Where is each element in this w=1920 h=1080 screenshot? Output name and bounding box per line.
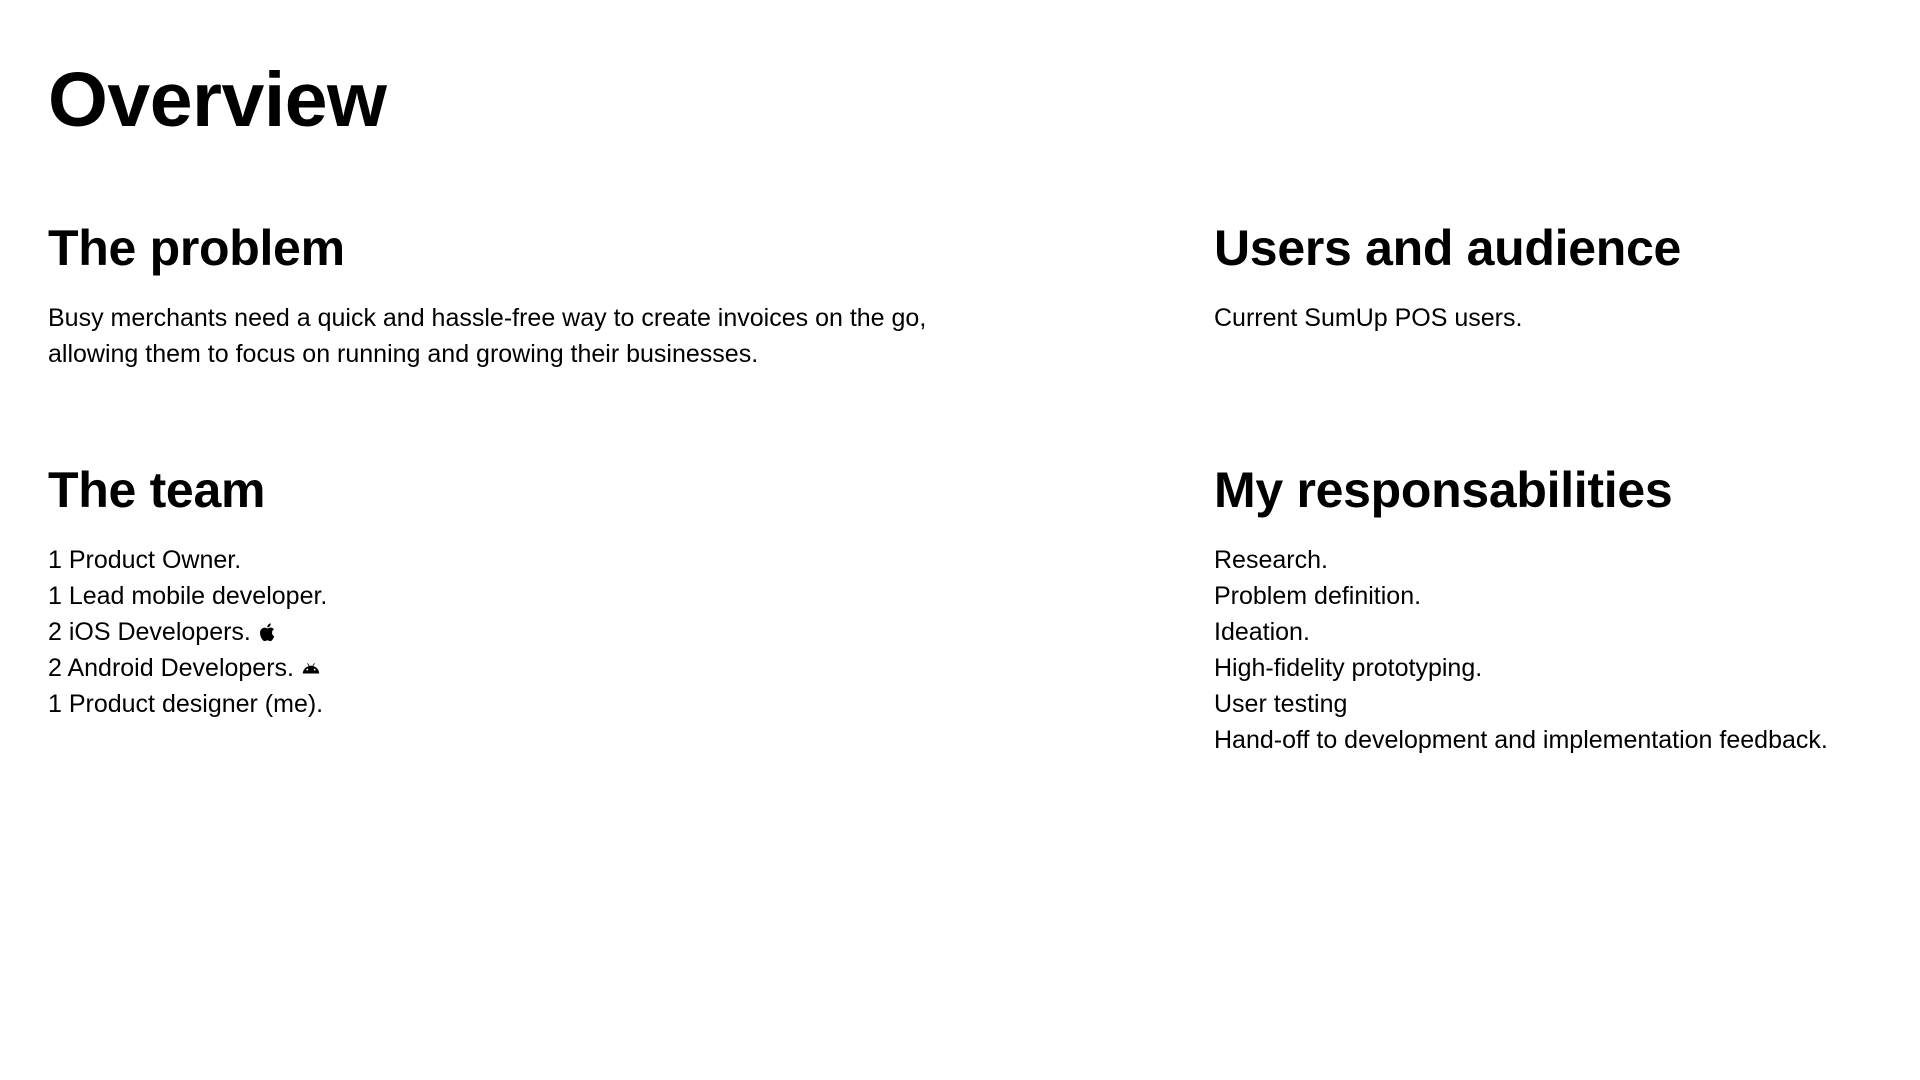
team-section [48,460,928,722]
problem-heading: The problem [48,220,345,276]
responsibilities-section [1214,460,1904,758]
team-item-text: 1 Product Owner. [48,546,242,574]
list-item [48,542,928,578]
list-item [48,686,928,722]
list-item: High-fidelity prototyping. [1214,654,1483,682]
list-item: User testing [1214,690,1348,718]
page-title: Overview [48,57,387,143]
list-item [48,614,928,650]
list-item: Hand-off to development and implementation feedback. [1214,726,1828,754]
list-item: Research. [1214,546,1328,574]
team-list [48,542,928,722]
team-item-text: 2 Android Developers. [48,654,294,682]
team-item-text: 1 Lead mobile developer. [48,582,328,610]
list-item [48,650,928,686]
users-section [1214,218,1894,336]
list-item: Ideation. [1214,618,1310,646]
responsibilities-list [1214,542,1904,758]
team-heading: The team [48,462,266,518]
apple-icon [257,620,279,644]
android-icon [300,656,322,680]
problem-section [48,218,928,372]
list-item [48,578,928,614]
users-body: Current SumUp POS users. [1214,304,1523,332]
users-heading: Users and audience [1214,220,1682,276]
responsibilities-heading: My responsabilities [1214,462,1673,518]
list-item: Problem definition. [1214,582,1422,610]
problem-body: Busy merchants need a quick and hassle-free way to create invoices on the go, allowing them to focus on running and growing their businesses. [48,304,927,368]
team-item-text: 2 iOS Developers. [48,618,251,646]
team-item-text: 1 Product designer (me). [48,690,324,718]
